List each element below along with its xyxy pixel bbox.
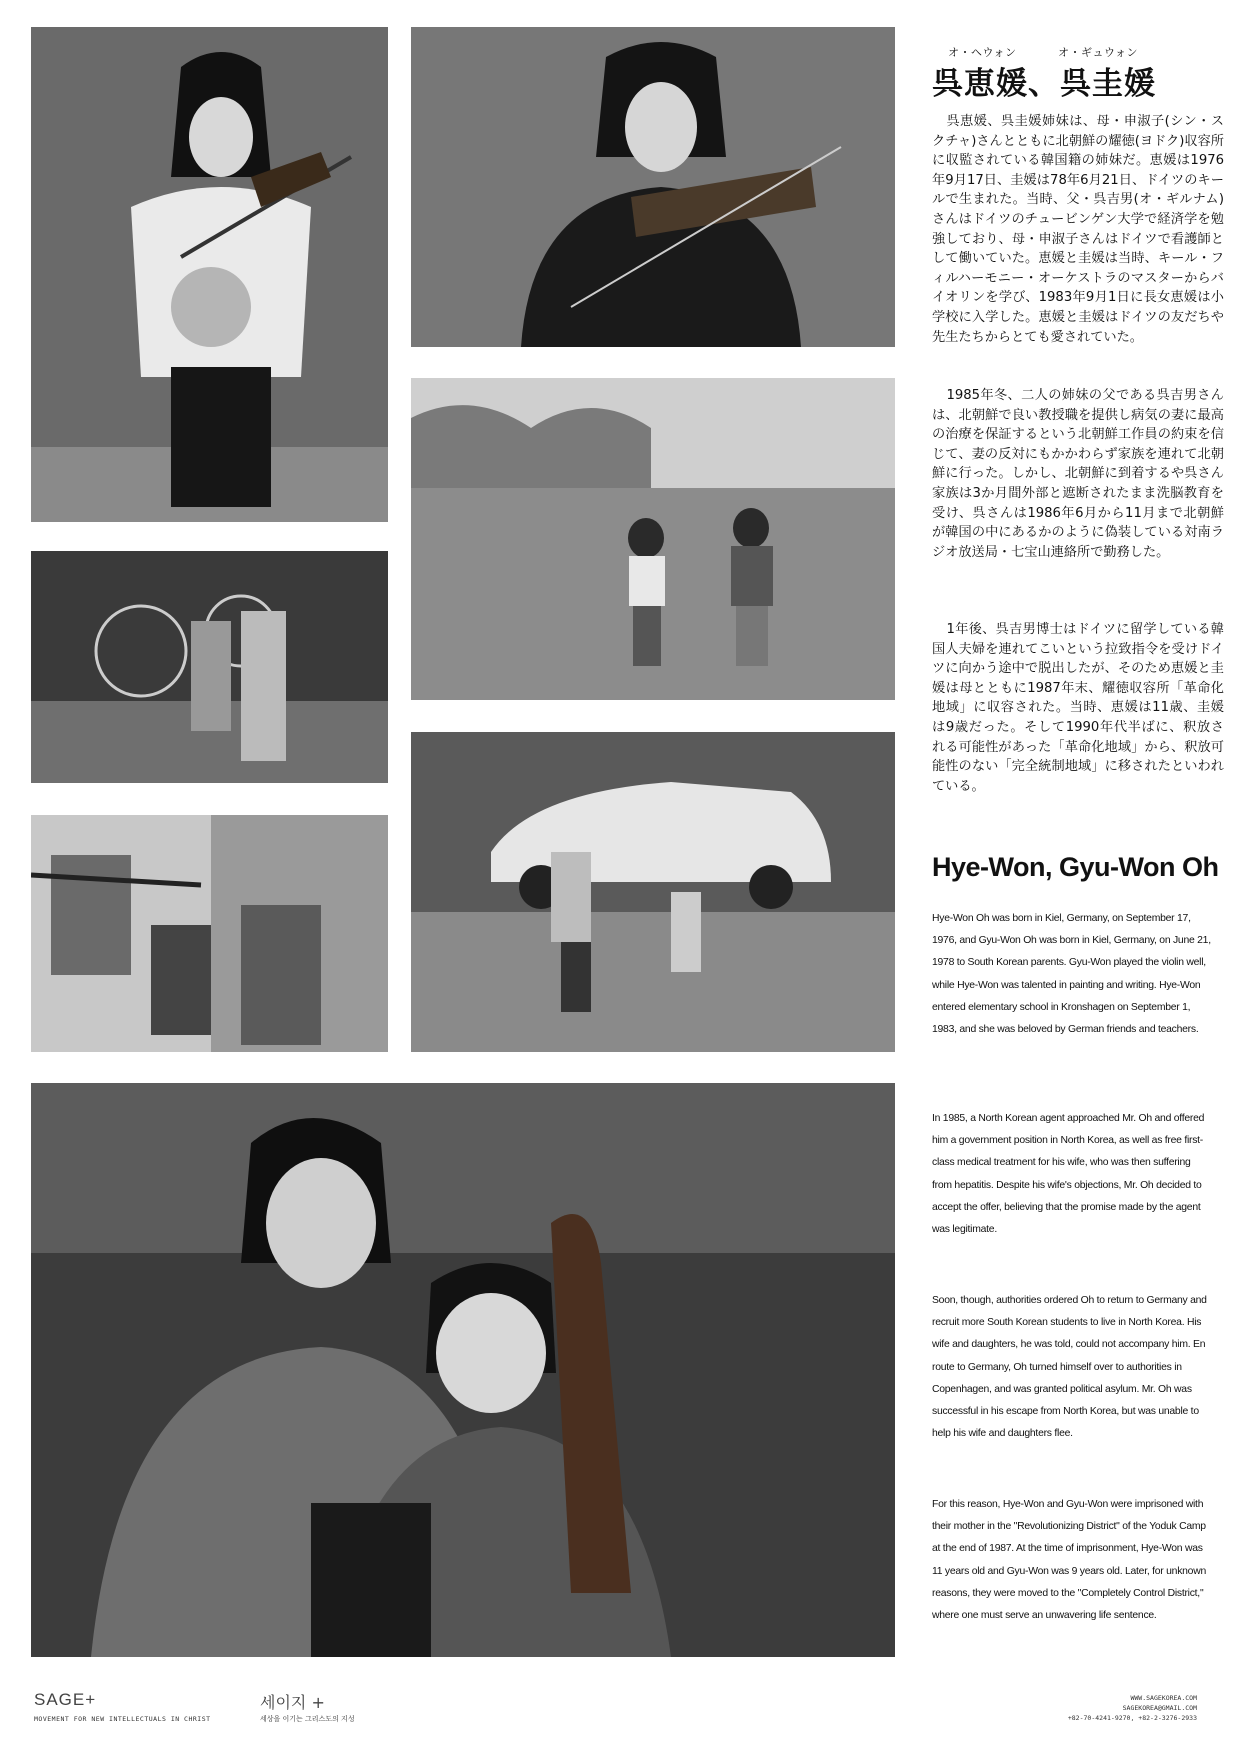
photo-three-children-violins [31, 815, 388, 1052]
ruby-first-name: オ・ヘウォン [948, 46, 1017, 59]
en-paragraph-2: In 1985, a North Korean agent approached Mr. Oh and offered him a government position in North Korea, as well as free first-class medical treatment for his wife, who was then suffering from hepatitis. Despite his wife's objections, Mr. Oh decided to accept the offer, believing that the promise made by the agent was legitimate. [932, 1113, 1205, 1236]
photo-girl-violin-portrait [31, 27, 388, 522]
jp-paragraph-2: 1985年冬、二人の姉妹の父である呉吉男さんは、北朝鮮で良い教授職を提供し病気の妻に最高の治療を保証するという北朝鮮工作員の約束を信じて、妻の反対にもかかわらず家族を連れて北朝鮮に行った。しかし、北朝鮮に到着するや呉さん家族は3か月間外部と遮断されたまま洗脳教育を受け、呉さんは1986年6月から11月まで北朝鮮が韓国の中にあるかのように偽装している対南ラジオ放送局・七宝山連絡所で勤務した。 [932, 388, 1224, 560]
photo-sisters-closeup [31, 1083, 895, 1657]
footer-brand-korean-subtitle: 세상을 이기는 그리스도의 지성 [260, 1715, 355, 1723]
photo-car-garden [411, 732, 895, 1052]
footer-phone: +82-70-4241-9270, +82-2-3276-2933 [1067, 1714, 1197, 1722]
en-paragraph-1: Hye-Won Oh was born in Kiel, Germany, on September 17, 1976, and Gyu-Won Oh was born in Kiel, Germany, on June 21, 1978 to South Korean parents. Gyu-Won played the violin well, while Hye-Won was talented in painting and writing. Hye-Won entered elementary school in Kronshagen on September 1, 1983, and she was beloved by German friends and teachers. [932, 913, 1211, 1036]
photo-children-bicycle [31, 551, 388, 783]
page-title-jp: 呉恵媛、呉圭媛 [932, 66, 1156, 102]
en-paragraph-3: Soon, though, authorities ordered Oh to return to Germany and recruit more South Korean students to live in North Korea. His wife and daughters, he was told, could not accompany him. En route to Germany, Oh turned himself over to authorities in Copenhagen, and was granted political asylum. Mr. Oh was successful in his escape from North Korea, but was unable to help his wife and daughters flee. [932, 1295, 1207, 1440]
jp-paragraph-3: 1年後、呉吉男博士はドイツに留学している韓国人夫婦を連れてこいという拉致指令を受けドイツに向かう途中で脱出したが、そのため恵媛と圭媛は母とともに1987年末、耀徳収容所「革命化地域」に収容された。当時、恵媛は11歳、圭媛は9歳だった。そして1990年代半ばに、釈放される可能性があった「革命化地域」から、釈放可能性のない「完全統制地域」に移されたといわれている。 [932, 622, 1224, 794]
footer-website[interactable]: WWW.SAGEKOREA.COM [1130, 1694, 1197, 1702]
photo-girl-violin-sweater [411, 27, 895, 347]
footer-brand: SAGE+ [34, 1690, 97, 1709]
ruby-second-name: オ・ギュウォン [1058, 46, 1139, 59]
footer-brand-subtitle: MOVEMENT FOR NEW INTELLECTUALS IN CHRIST [34, 1715, 211, 1723]
footer-brand-korean: 세이지 + [260, 1693, 325, 1712]
en-paragraph-4: For this reason, Hye-Won and Gyu-Won were imprisoned with their mother in the "Revolutionizing District" of the Yoduk Camp at the end of 1987. At the time of imprisonment, Hye-Won was 11 years old and Gyu-Won was 9 years old. Later, for unknown reasons, they were moved to the "Completely Control District," where one must serve an unwavering life sentence. [932, 1499, 1206, 1622]
page-title-en: Hye-Won, Gyu-Won Oh [932, 852, 1219, 882]
footer-email[interactable]: SAGEKOREA@GMAIL.COM [1122, 1704, 1197, 1712]
photo-two-girls-field [411, 378, 895, 700]
jp-paragraph-1: 呉恵媛、呉圭媛姉妹は、母・申淑子(シン・スクチャ)さんとともに北朝鮮の耀徳(ヨドク)収容所に収監されている韓国籍の姉妹だ。恵媛は1976年9月17日、圭媛は78年6月21日、ドイツのキールで生まれた。当時、父・呉吉男(オ・ギルナム)さんはドイツのチュービンゲン大学で経済学を勉強しており、母・申淑子さんはドイツで看護師として働いていた。恵媛と圭媛は当時、キール・フィルハーモニー・オーケストラのマスターからバイオリンを学び、1983年9月1日に長女恵媛は小学校に入学した。恵媛と圭媛はドイツの友だちや先生たちからとても愛されていた。 [932, 114, 1224, 345]
